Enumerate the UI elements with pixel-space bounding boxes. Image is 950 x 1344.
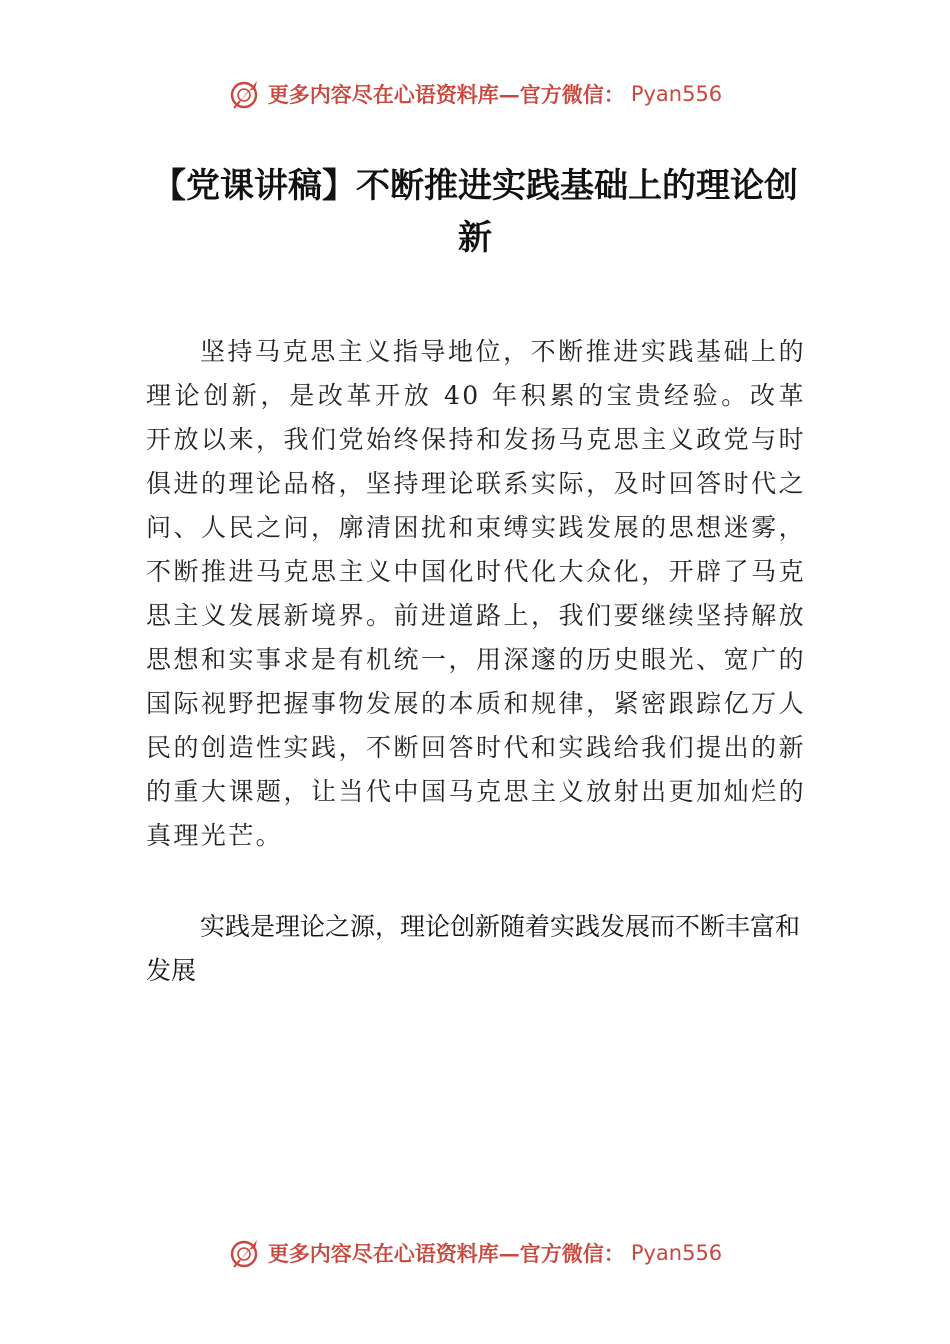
footer-banner-account: Pyan556 xyxy=(630,1241,723,1265)
header-banner-text: 更多内容尽在心语资料库—官方微信： xyxy=(267,82,625,107)
quill-logo-icon xyxy=(228,77,262,111)
header-banner-account: Pyan556 xyxy=(630,82,723,106)
header-banner xyxy=(0,72,950,116)
body-paragraph: 坚持马克思主义指导地位，不断推进实践基础上的理论创新，是改革开放 40 年积累的宝贵经验。改革开放以来，我们党始终保持和发扬马克思主义政党与时俱进的理论品格，坚持理论联系实际，及时回答时代之问、人民之问，廓清困扰和束缚实践发展的思想迷雾，不断推进马克思主义中国化时代化大众化，开辟了马克思主义发展新境界。前进道路上，我们要继续坚持解放思想和实事求是有机统一，用深邃的历史眼光、宽广的国际视野把握事物发展的本质和规律，紧密跟踪亿万人民的创造性实践，不断回答时代和实践给我们提出的新的重大课题，让当代中国马克思主义放射出更加灿烂的真理光芒。 xyxy=(146,337,806,850)
footer-banner-text: 更多内容尽在心语资料库—官方微信： xyxy=(267,1241,625,1266)
document-title: 【党课讲稿】不断推进实践基础上的理论创新 xyxy=(152,166,798,258)
section-subheading: 实践是理论之源，理论创新随着实践发展而不断丰富和发展 xyxy=(146,912,801,985)
footer-banner xyxy=(0,1231,950,1275)
quill-logo-icon xyxy=(228,1236,262,1270)
